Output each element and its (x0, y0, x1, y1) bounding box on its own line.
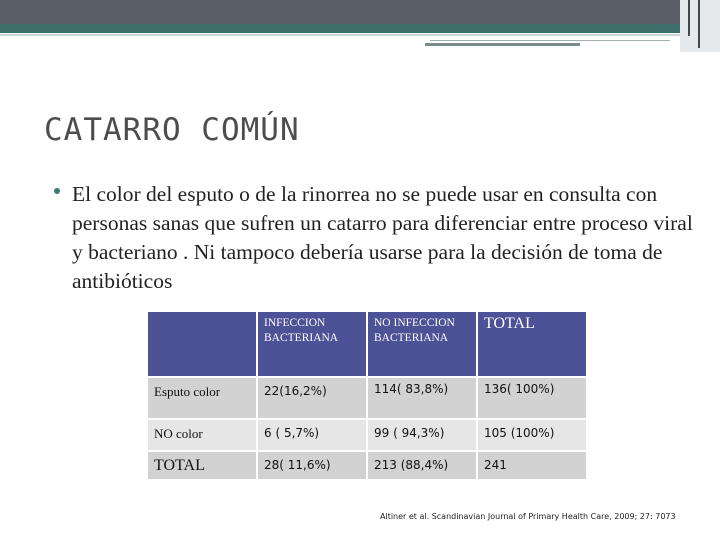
table-cell: 105 (100%) (478, 420, 586, 450)
top-thin-line (0, 34, 720, 36)
bullet-point (54, 180, 694, 296)
table-header-cell: TOTAL (478, 312, 586, 376)
table-cell: 99 ( 94,3%) (368, 420, 476, 450)
table-header-cell: INFECCION BACTERIANA (258, 312, 366, 376)
slide-title: CATARRO COMÚN (44, 112, 300, 148)
decorative-line (430, 40, 670, 41)
table-header-cell: NO INFECCION BACTERIANA (368, 312, 476, 376)
table-cell: 241 (478, 452, 586, 479)
bullet-text: El color del esputo o de la rinorrea no se puede usar en consulta con personas sanas que sufren un catarro para diferenciar entre proceso viral y bacteriano . Ni tampoco debería usarse para la decisión de toma de antibióticos (72, 182, 693, 293)
table-row (148, 378, 586, 418)
corner-stripe (688, 0, 690, 36)
row-label: NO color (148, 420, 256, 450)
top-decoration-bar (0, 0, 720, 24)
citation-text: Altiner et al. Scandinavian Journal of Primary Health Care, 2009; 27: 7073 (380, 512, 676, 521)
table-cell: 28( 11,6%) (258, 452, 366, 479)
table-row (148, 420, 586, 450)
bullet-dot-icon (54, 188, 60, 194)
row-label: Esputo color (148, 378, 256, 418)
top-accent-bar (0, 24, 720, 33)
decorative-line (425, 43, 580, 46)
table-cell: 213 (88,4%) (368, 452, 476, 479)
table-row (148, 452, 586, 479)
corner-stripe (698, 0, 700, 48)
table-cell: 136( 100%) (478, 378, 586, 418)
table-cell: 22(16,2%) (258, 378, 366, 418)
data-table (146, 310, 588, 481)
row-label: TOTAL (148, 452, 256, 479)
table-cell: 6 ( 5,7%) (258, 420, 366, 450)
corner-decoration (680, 0, 720, 52)
table-cell: 114( 83,8%) (368, 378, 476, 418)
table-header-cell (148, 312, 256, 376)
table-header-row (148, 312, 586, 376)
